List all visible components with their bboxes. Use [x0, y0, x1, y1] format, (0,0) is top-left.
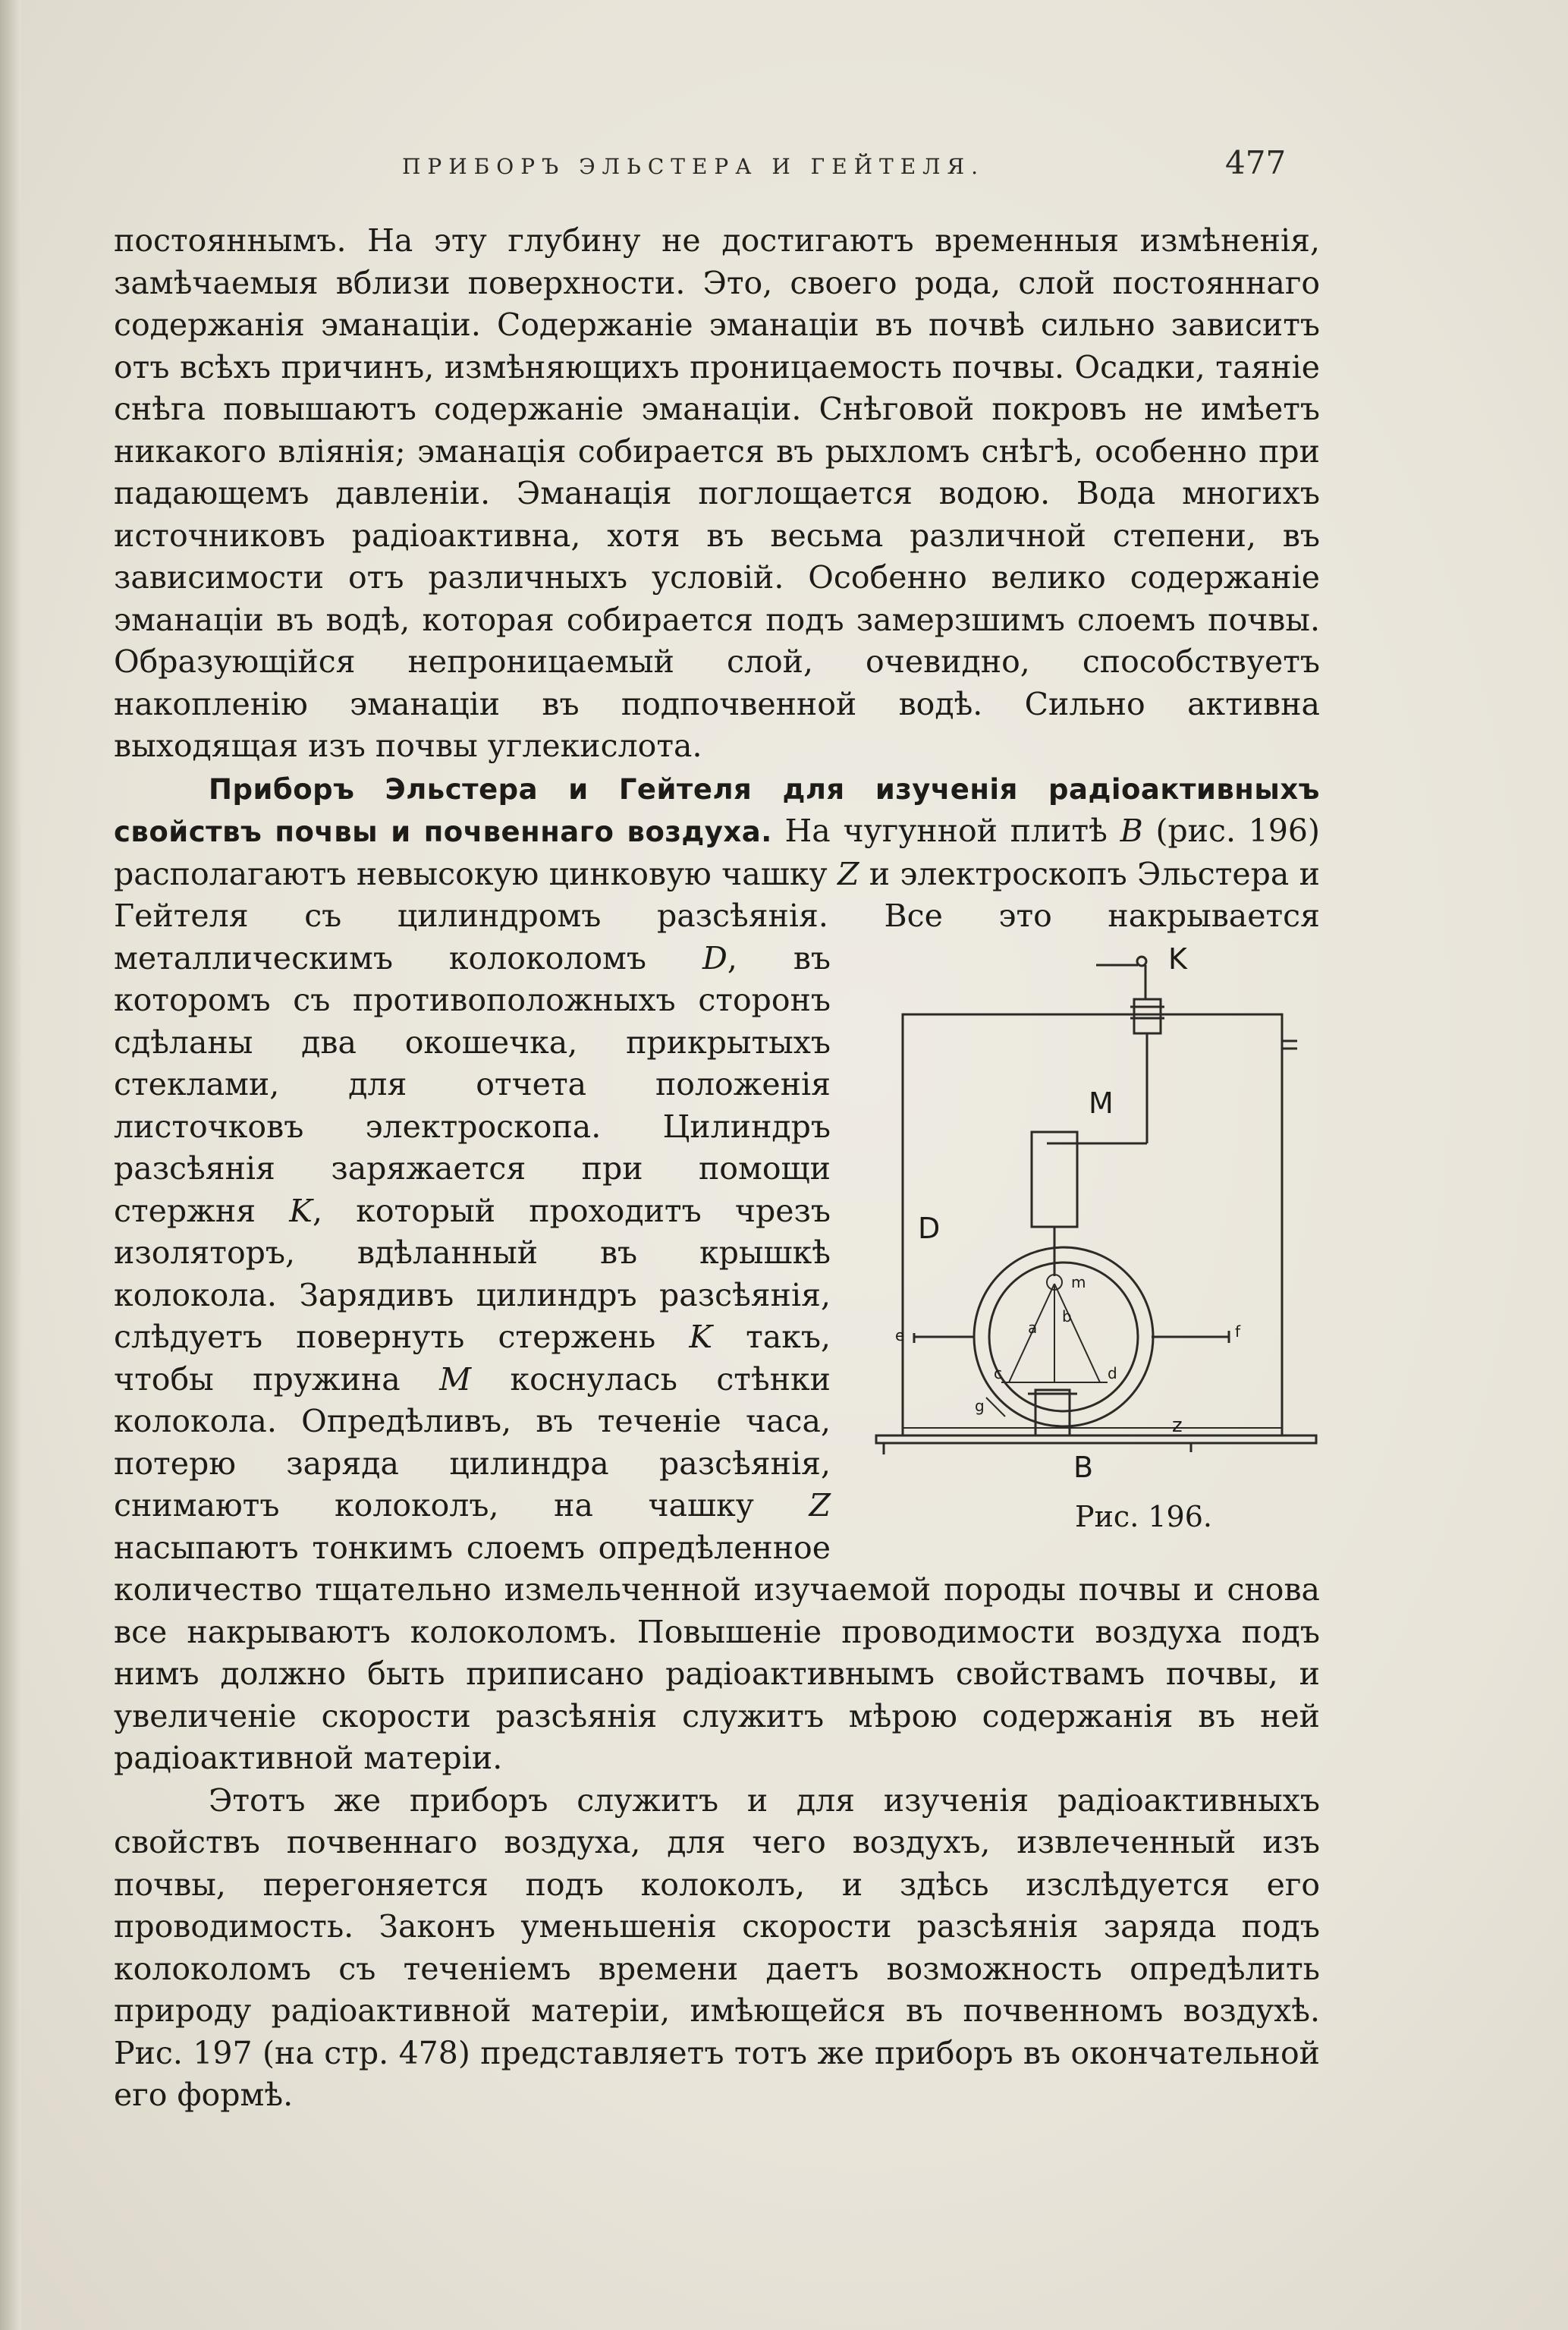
paragraph-2-text: и электроскопъ Эльстера и Гейтеля съ цилиндромъ разсѣянія. Все это накрывается металлическимъ колоколомъ [114, 855, 1320, 976]
label-b: b [1062, 1306, 1072, 1325]
paragraph-2-text: , въ которомъ съ противоположныхъ сторонъ сдѣланы два окошечка, прикрытыхъ стеклами, для отчета положенія листочковъ электроскопа. Цилиндръ разсѣянія заряжается при помощи стержня [114, 939, 831, 1229]
label-D: D [918, 1211, 941, 1245]
label-m: m [1071, 1272, 1086, 1291]
label-f: f [1235, 1322, 1241, 1341]
running-head: ПРИБОРЪ ЭЛЬСТЕРА И ГЕЙТЕЛЯ. [402, 154, 985, 179]
paragraph-2-text: насыпаютъ тонкимъ слоемъ опредѣленное количество тщательно измельченной изучаемой породы почвы и снова все накрываютъ колоколомъ. Повышеніе проводимости воздуха подъ нимъ должно быть приписано радіоактивнымъ свойствамъ почвы, и увеличеніе скорости разсѣянія служитъ мѣрою содержанія въ ней радіоактивной матеріи. [114, 1529, 1320, 1776]
symbol-M: M [439, 1360, 472, 1398]
symbol-K: K [289, 1192, 313, 1229]
paragraph-1: постояннымъ. На эту глубину не достигаютъ временныя измѣненія, замѣчаемыя вблизи поверхности. Это, своего рода, слой постояннаго содержанія эманаціи. Содержаніе эманаціи въ почвѣ сильно зависитъ отъ всѣхъ причинъ, измѣняющихъ проницаемость почвы. Осадки, таяніе снѣга повышаютъ содержаніе эманаціи. Снѣговой покровъ не имѣетъ никакого вліянія; эманація собирается въ рыхломъ снѣгѣ, особенно при падающемъ давленіи. Эманація поглощается водою. Вода многихъ источниковъ радіоактивна, хотя въ весьма различной степени, въ зависимости отъ различныхъ условій. Особенно велико содержаніе эманаціи въ водѣ, которая собирается подъ замерзшимъ слоемъ почвы. Образующійся непроницаемый слой, очевидно, способствуетъ накопленію эманаціи въ подпочвенной водѣ. Сильно активна выходящая изъ почвы углекислота. [114, 222, 1320, 764]
dissipation-cylinder [1032, 1132, 1077, 1227]
label-a: a [1028, 1318, 1038, 1337]
body-text [114, 220, 1320, 2117]
paragraph-2-text: , который проходитъ чрезъ изоляторъ, вдѣланный въ крышкѣ колокола. Зарядивъ цилиндръ разсѣянія, слѣдуетъ повернуть стержень [114, 1192, 831, 1355]
symbol-Z: Z [809, 1487, 831, 1523]
symbol-Z: Z [837, 855, 859, 892]
paragraph-2-text: На чугунной плитѣ [771, 813, 1120, 849]
paragraph-3: Этотъ же приборъ служитъ и для изученія радіоактивныхъ свойствъ почвеннаго воздуха, для чего воздухъ, извлеченный изъ почвы, перегоняется подъ колоколъ, и здѣсь изслѣдуется его проводимость. Законъ уменьшенія скорости разсѣянія заряда подъ колоколомъ съ теченіемъ времени даетъ возможность опредѣлить природу радіоактивной матеріи, имѣющейся въ почвенномъ воздухѣ. Рис. 197 (на стр. 478) представляетъ тотъ же приборъ въ окончательной его формѣ. [114, 1781, 1320, 2113]
apparatus-diagram [872, 942, 1320, 1485]
label-K: K [1168, 942, 1187, 976]
figure-caption: Рис. 196. [1075, 1499, 1212, 1533]
paragraph-2-text: коснулась стѣнки колокола. Опредѣливъ, въ теченіе часа, потерю заряда цилиндра разсѣянія, снимаютъ колоколъ, на чашку [114, 1360, 831, 1523]
bell-jar-outline [903, 1014, 1282, 1435]
label-d: d [1108, 1363, 1117, 1382]
label-g: g [975, 1396, 985, 1415]
symbol-D: D [702, 939, 727, 976]
section-heading: Приборъ Эльстера и Гейтеля для изученія радіоактивныхъ свойствъ почвы и почвеннаго воздуха. [114, 772, 1320, 848]
paragraph-2-text: (рис. 196) располагаютъ невысокую цинковую чашку [114, 813, 1320, 892]
paragraph-2 [114, 768, 1320, 1780]
insulator [1134, 999, 1161, 1033]
page-number: 477 [1225, 144, 1287, 181]
label-Z: z [1172, 1413, 1183, 1437]
page-spine-shadow [0, 0, 21, 2330]
figure-196 [872, 942, 1320, 1561]
label-e: e [895, 1325, 905, 1344]
paragraph-2-text: такъ, чтобы пружина [114, 1319, 831, 1398]
symbol-B: B [1120, 813, 1143, 849]
label-c: c [994, 1363, 1002, 1382]
label-M: M [1089, 1086, 1114, 1120]
electroscope-case [974, 1247, 1153, 1426]
symbol-K: K [689, 1319, 712, 1355]
label-B: B [1073, 1450, 1094, 1484]
